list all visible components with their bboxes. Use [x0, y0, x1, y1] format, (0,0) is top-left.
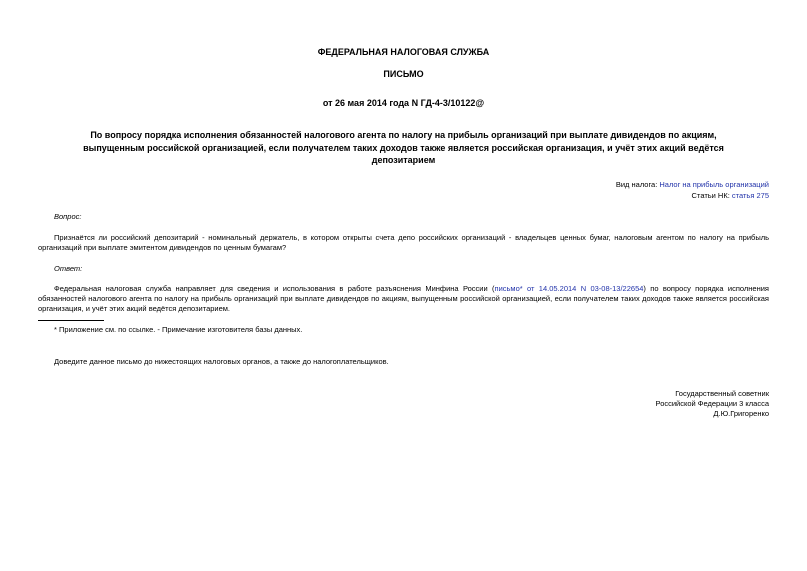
tax-type-label: Вид налога:: [615, 180, 660, 189]
answer-text-after: ) по вопросу порядка исполнения обязанностей налогового агента по налогу на прибыль организаций при выплате дивидендов по акциям, выпущенным российской организацией, если получателем таких доходов также является российская организация, и учёт этих акций ведётся депозитарием.: [38, 284, 769, 313]
document-subject: По вопросу порядка исполнения обязанностей налогового агента по налогу на прибыль организаций при выплате дивидендов по акциям, выпущенным российской организацией, если получателем таких доходов также является российская организация, и учёт этих акций ведётся депозитарием: [83, 130, 724, 165]
footnote-divider: [38, 320, 104, 321]
nk-article-link[interactable]: статья 275: [731, 191, 769, 200]
tax-type-line: [616, 180, 769, 190]
footnote-text: * Приложение см. по ссылке. - Примечание изготовителя базы данных.: [54, 325, 303, 334]
closing-instruction: Доведите данное письмо до нижестоящих налоговых органов, а также до налогоплательщиков.: [54, 357, 389, 366]
signature-name: Д.Ю.Григоренко: [713, 409, 769, 418]
nk-articles-label: Статьи НК:: [691, 191, 732, 200]
question-label: Вопрос:: [54, 212, 82, 221]
agency-title: ФЕДЕРАЛЬНАЯ НАЛОГОВАЯ СЛУЖБА: [317, 47, 490, 57]
minfin-letter-link[interactable]: письмо* от 14.05.2014 N 03-08-13/22654: [494, 284, 644, 293]
signature-line-1: Государственный советник: [675, 389, 769, 398]
date-number: от 26 мая 2014 года N ГД-4-3/10122@: [322, 98, 485, 108]
question-text: Признаётся ли российский депозитарий - номинальный держатель, в котором открыты счета депо российских организаций - владельцев ценных бумаг, налоговым агентом по налогу на прибыль организаций при выплате эмитентом дивидендов по ценным бумагам?: [38, 233, 769, 252]
answer-text-before: Федеральная налоговая служба направляет для сведения и использования в работе разъяснения Минфина России (: [54, 284, 495, 293]
nk-articles-line: [692, 191, 769, 201]
answer-text: [38, 284, 769, 314]
tax-type-link[interactable]: Налог на прибыль организаций: [659, 180, 769, 189]
document-type: ПИСЬМО: [383, 69, 424, 79]
answer-label: Ответ:: [54, 264, 83, 273]
signature-line-2: Российской Федерации 3 класса: [655, 399, 769, 408]
